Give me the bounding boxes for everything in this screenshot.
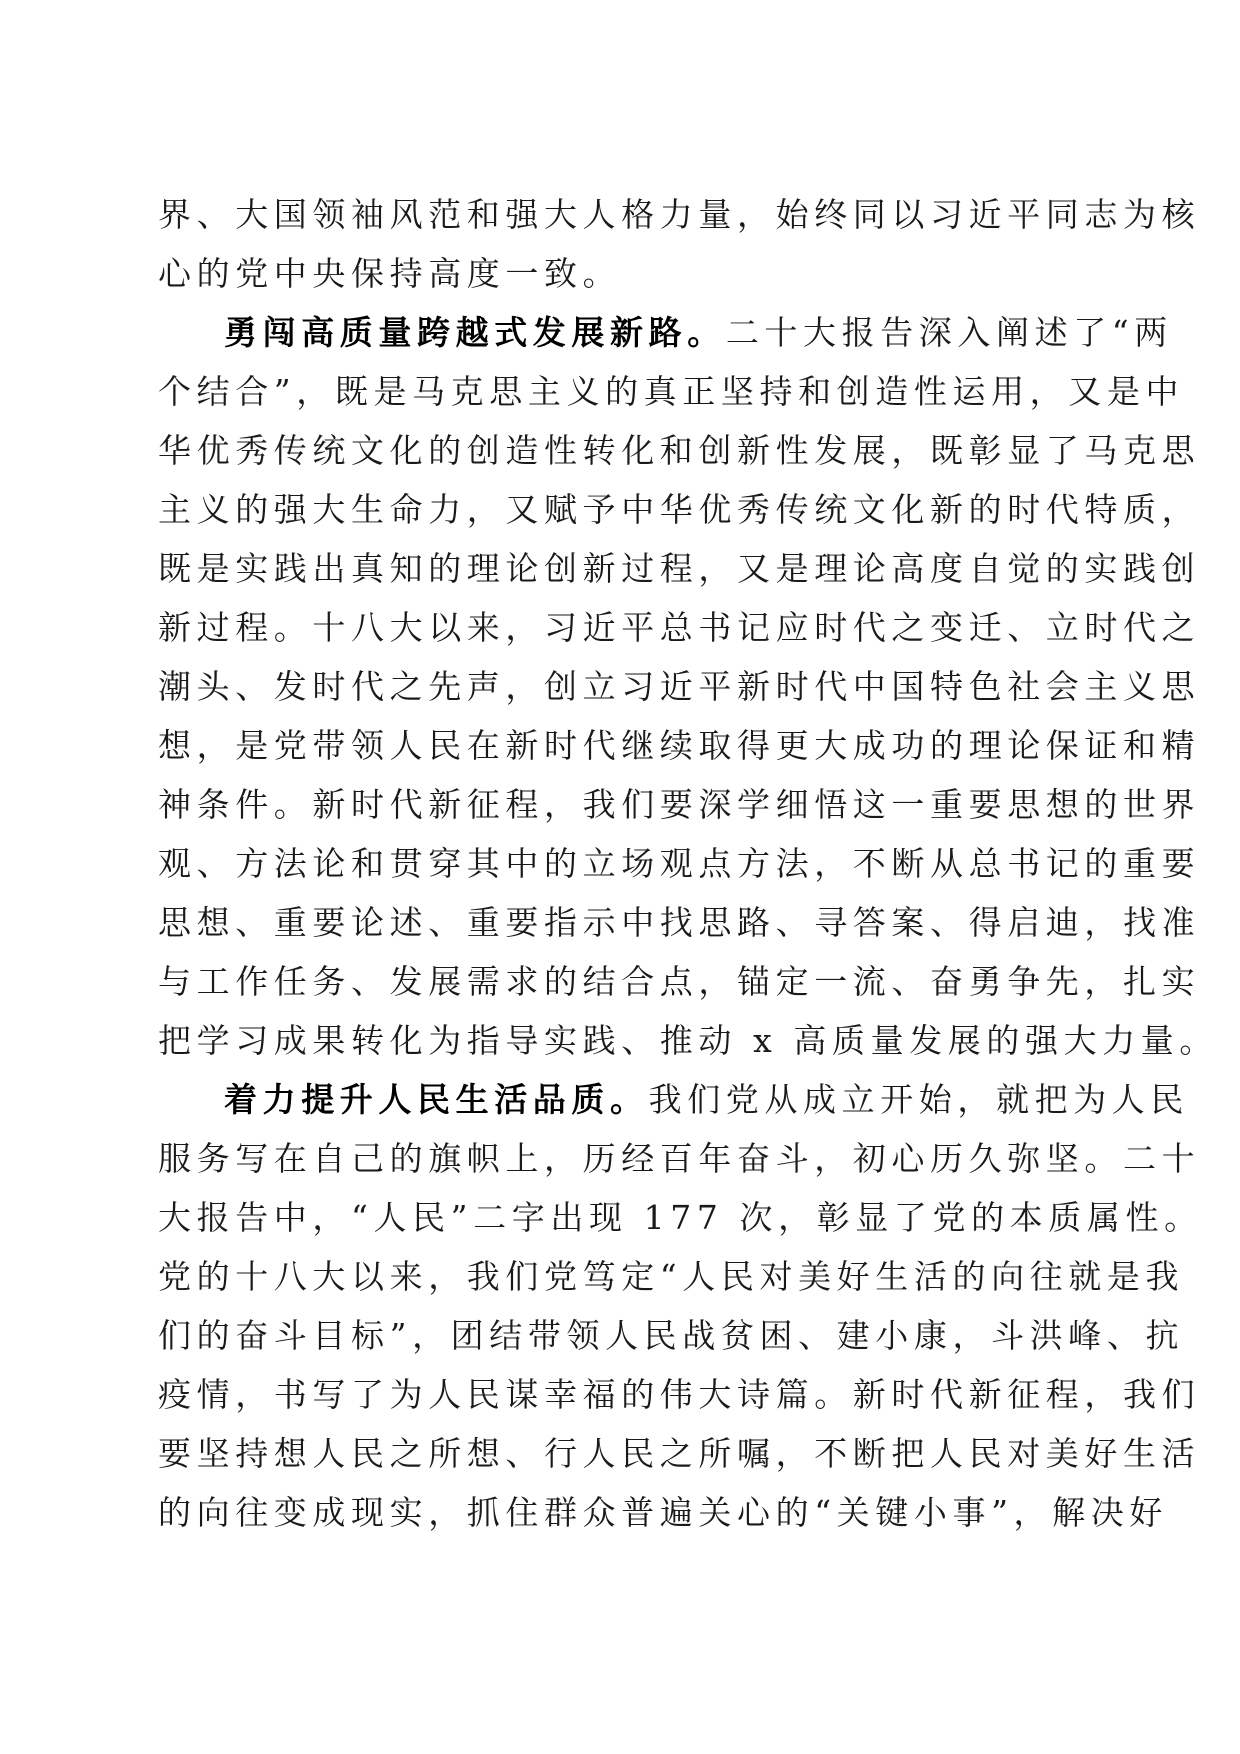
text-line: 个结合”，既是马克思主义的真正坚持和创造性运用，又是中	[158, 372, 1185, 411]
text-line: 疫情，书写了为人民谋幸福的伟大诗篇。新时代新征程，我们	[158, 1375, 1201, 1414]
text-line	[158, 303, 1173, 362]
text-line: 要坚持想人民之所想、行人民之所嘱，不断把人民对美好生活	[158, 1434, 1201, 1473]
text-line	[158, 1070, 1190, 1129]
paragraph-2	[158, 303, 1218, 1070]
text-line: 大报告中，“人民”二字出现 177 次，彰显了党的本质属性。	[158, 1198, 1203, 1237]
text-line: 的向往变成现实，抓住群众普遍关心的“关键小事”，解决好	[158, 1493, 1168, 1532]
text-run: 二十大报告深入阐述了“两	[725, 313, 1173, 352]
text-line: 主义的强大生命力，又赋予中华优秀传统文化新的时代特质，	[158, 490, 1201, 529]
text-line: 神条件。新时代新征程，我们要深学细悟这一重要思想的世界	[158, 785, 1201, 824]
text-line: 界、大国领袖风范和强大人格力量，始终同以习近平同志为核	[158, 195, 1201, 234]
text-line: 与工作任务、发展需求的结合点，锚定一流、奋勇争先，扎实	[158, 962, 1201, 1001]
text-line: 新过程。十八大以来，习近平总书记应时代之变迁、立时代之	[158, 608, 1201, 647]
paragraph-1	[158, 185, 1201, 303]
text-line: 潮头、发时代之先声，创立习近平新时代中国特色社会主义思	[158, 667, 1201, 706]
document-body	[158, 185, 1218, 1542]
text-line: 服务写在自己的旗帜上，历经百年奋斗，初心历久弥坚。二十	[158, 1139, 1201, 1178]
text-line: 想，是党带领人民在新时代继续取得更大成功的理论保证和精	[158, 726, 1201, 765]
text-line: 们的奋斗目标”，团结带领人民战贫困、建小康，斗洪峰、抗	[158, 1316, 1185, 1355]
text-line: 心的党中央保持高度一致。	[158, 254, 622, 293]
paragraph-lead-heading: 勇闯高质量跨越式发展新路。	[224, 313, 726, 352]
text-line: 党的十八大以来，我们党笃定“人民对美好生活的向往就是我	[158, 1257, 1185, 1296]
text-line: 华优秀传统文化的创造性转化和创新性发展，既彰显了马克思	[158, 431, 1201, 470]
text-line: 既是实践出真知的理论创新过程，又是理论高度自觉的实践创	[158, 549, 1201, 588]
text-run: 我们党从成立开始，就把为人民	[648, 1080, 1190, 1119]
paragraph-lead-heading: 着力提升人民生活品质。	[224, 1080, 649, 1119]
text-line: 观、方法论和贯穿其中的立场观点方法，不断从总书记的重要	[158, 844, 1201, 883]
text-line: 把学习成果转化为指导实践、推动 x 高质量发展的强大力量。	[158, 1021, 1218, 1060]
paragraph-3	[158, 1070, 1203, 1542]
text-line: 思想、重要论述、重要指示中找思路、寻答案、得启迪，找准	[158, 903, 1201, 942]
